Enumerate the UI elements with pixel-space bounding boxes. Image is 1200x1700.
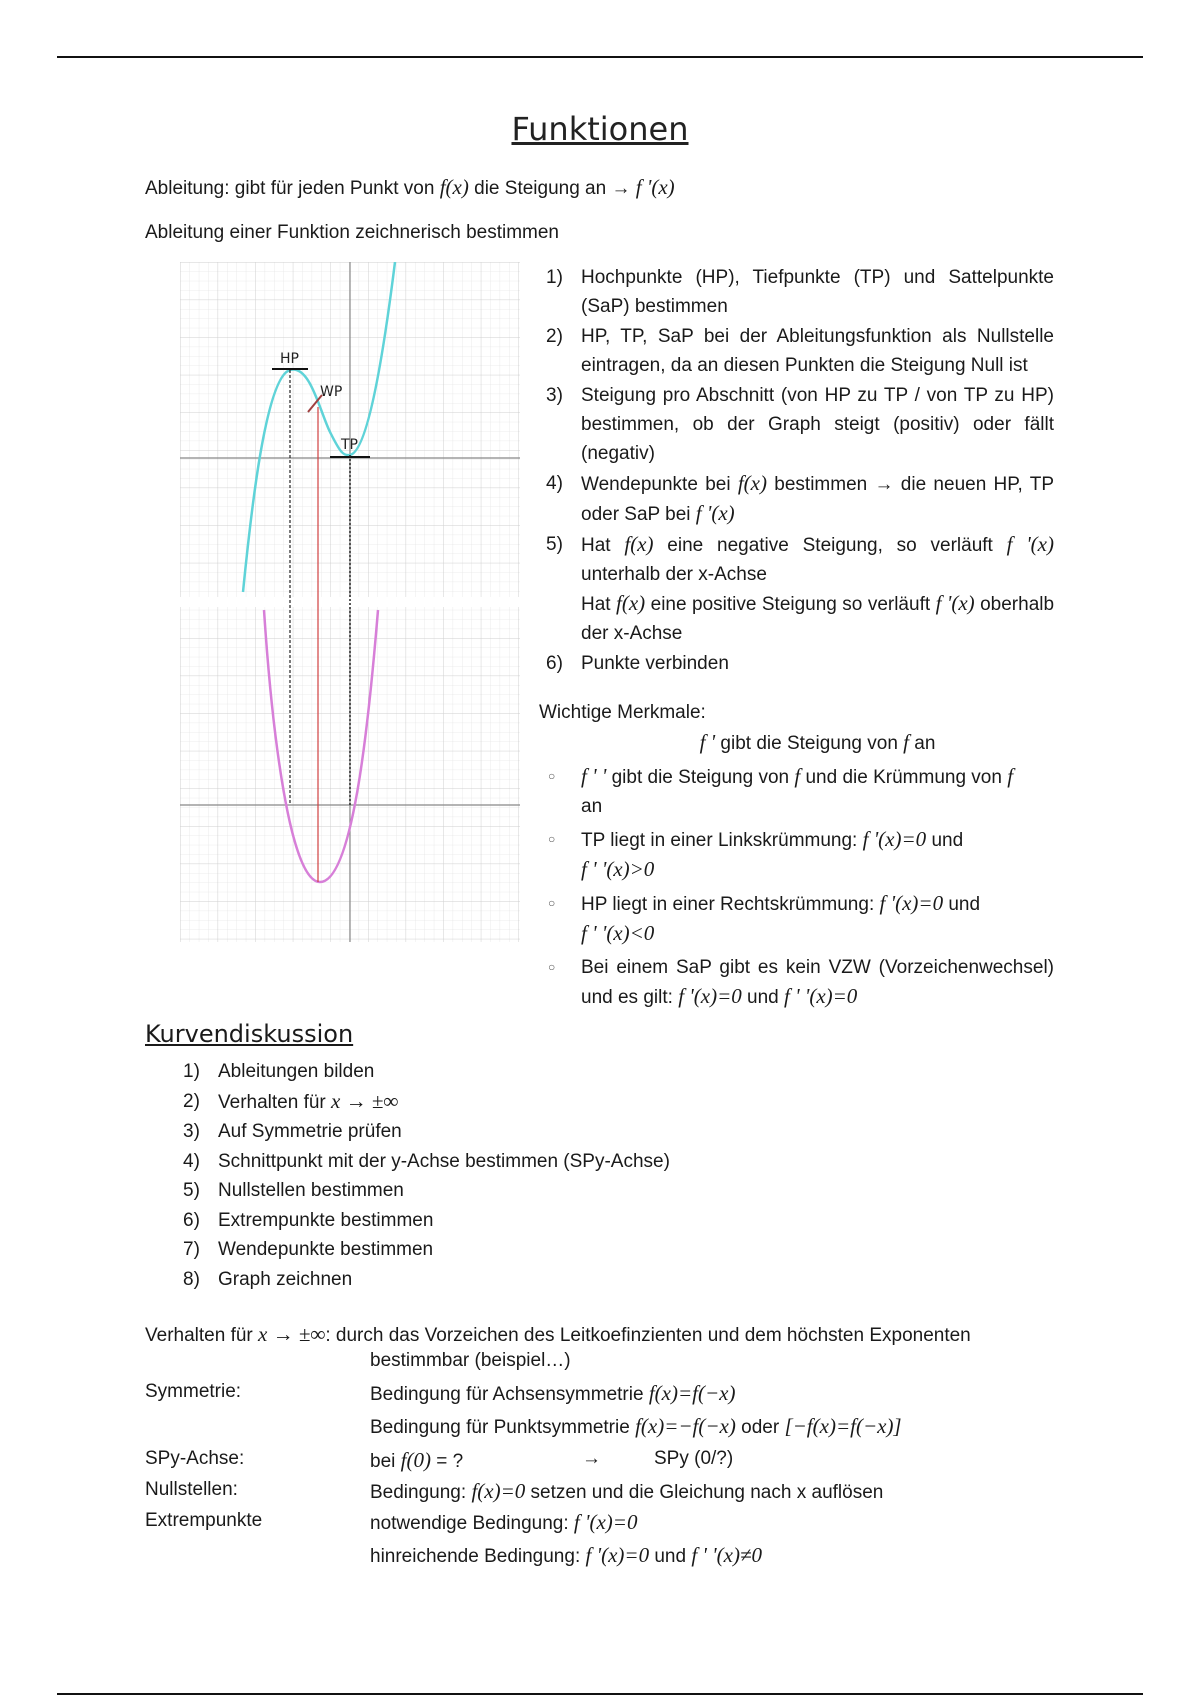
spy-arrow-icon: → <box>582 1448 601 1469</box>
extrempunkte-label: Extrempunkte <box>145 1510 263 1531</box>
list-item: ○ Bei einem SaP gibt es kein VZW (Vorzeichenwechsel) und es gilt: f '(x)=0 und f ' '(x)=0 <box>581 953 1054 1012</box>
symmetrie-label: Symmetrie: <box>145 1381 242 1402</box>
list-item: ○ f ' ' gibt die Steigung von f und die Krümmung von f an <box>548 764 1014 817</box>
list-item: ○ HP liegt in einer Rechtskrümmung: f '(x)=0 und f ' '(x)<0 <box>548 891 981 945</box>
list-item: 4) Wendepunkte bei f(x) bestimmen → die neuen HP, TP oder SaP bei f '(x) <box>546 471 1055 525</box>
graph-steps-list <box>546 263 1055 679</box>
list-item: 6) Punkte verbinden <box>546 653 729 674</box>
label-hp: HP <box>280 351 299 367</box>
kurvendiskussion-list <box>183 1057 670 1294</box>
merkmale-list <box>548 728 1054 1016</box>
list-item: 5) Nullstellen bestimmen <box>183 1180 404 1201</box>
nullstellen-value: Bedingung: f(x)=0 setzen und die Gleichung nach x auflösen <box>370 1479 884 1503</box>
list-item: f ' gibt die Steigung von f an <box>699 730 936 754</box>
merkmale-heading: Wichtige Merkmale: <box>539 702 706 723</box>
list-item: 7) Wendepunkte bestimmen <box>183 1239 434 1260</box>
kurvendiskussion-heading: Kurvendiskussion <box>145 1020 354 1048</box>
list-item: ○ TP liegt in einer Linkskrümmung: f '(x)=0 und f ' '(x)>0 <box>548 827 964 881</box>
extrempunkte-notwendig: notwendige Bedingung: f '(x)=0 <box>370 1510 638 1534</box>
page-title: Funktionen <box>511 110 689 148</box>
symmetrie-punkt: Bedingung für Punktsymmetrie f(x)=−f(−x) oder [−f(x)=f(−x)] <box>370 1414 902 1438</box>
formula-f-x: f(x) <box>439 175 469 199</box>
list-item: 6) Extrempunkte bestimmen <box>183 1209 434 1231</box>
intro-line-1: Ableitung: gibt für jeden Punkt von f(x) die Steigung an → f '(x) <box>145 175 675 199</box>
bottom-rule <box>57 1693 1143 1695</box>
nullstellen-label: Nullstellen: <box>145 1479 238 1500</box>
symmetrie-achse: Bedingung für Achsensymmetrie f(x)=f(−x) <box>370 1381 736 1405</box>
spy-value: bei f(0) = ? <box>370 1448 464 1472</box>
bullet-icon: ○ <box>548 896 556 910</box>
list-item: 3) Steigung pro Abschnitt (von HP zu TP / von TP zu HP) bestimmen, ob der Graph steigt (positiv) oder fällt (negativ) <box>546 385 1054 464</box>
spy-label: SPy-Achse: <box>145 1448 245 1469</box>
list-item: 1) Hochpunkte (HP), Tiefpunkte (TP) und Sattelpunkte (SaP) bestimmen <box>546 267 1054 317</box>
list-item: 4) Schnittpunkt mit der y-Achse bestimmen (SPy-Achse) <box>183 1150 670 1172</box>
list-item: 8) Graph zeichnen <box>183 1268 353 1290</box>
derivative-graph-figure <box>180 262 520 942</box>
list-item: 2) Verhalten für x → ±∞ <box>183 1088 399 1113</box>
verhalten-line-2: bestimmbar (beispiel…) <box>370 1350 571 1371</box>
label-tp: TP <box>341 437 358 453</box>
label-wp: WP <box>320 384 343 400</box>
bullet-icon: ○ <box>548 960 556 974</box>
list-item: 3) Auf Symmetrie prüfen <box>183 1121 402 1142</box>
verhalten-line: Verhalten für x → ±∞: durch das Vorzeichen des Leitkoefinzienten und dem höchsten Exponenten <box>145 1322 971 1346</box>
extrempunkte-hinreichend: hinreichende Bedingung: f '(x)=0 und f ' '(x)≠0 <box>370 1543 762 1567</box>
bullet-icon: ○ <box>548 832 556 846</box>
list-item: 5) Hat f(x) eine negative Steigung, so verläuft f '(x) unterhalb der x-Achse Hat f(x) eine positive Steigung so verläuft f '(x) oberhalb der x-Achse <box>546 532 1055 644</box>
intro-line-2: Ableitung einer Funktion zeichnerisch bestimmen <box>145 222 559 243</box>
list-item: 2) HP, TP, SaP bei der Ableitungsfunktion als Nullstelle eintragen, da an diesen Punkten die Steigung Null ist <box>546 326 1054 376</box>
arrow-icon: → <box>611 178 631 199</box>
top-rule <box>57 56 1143 58</box>
bullet-icon: ○ <box>548 769 556 783</box>
list-item: 1) Ableitungen bilden <box>183 1061 375 1082</box>
formula-f-prime-x: f '(x) <box>635 175 675 199</box>
spy-result: SPy (0/?) <box>654 1448 734 1469</box>
